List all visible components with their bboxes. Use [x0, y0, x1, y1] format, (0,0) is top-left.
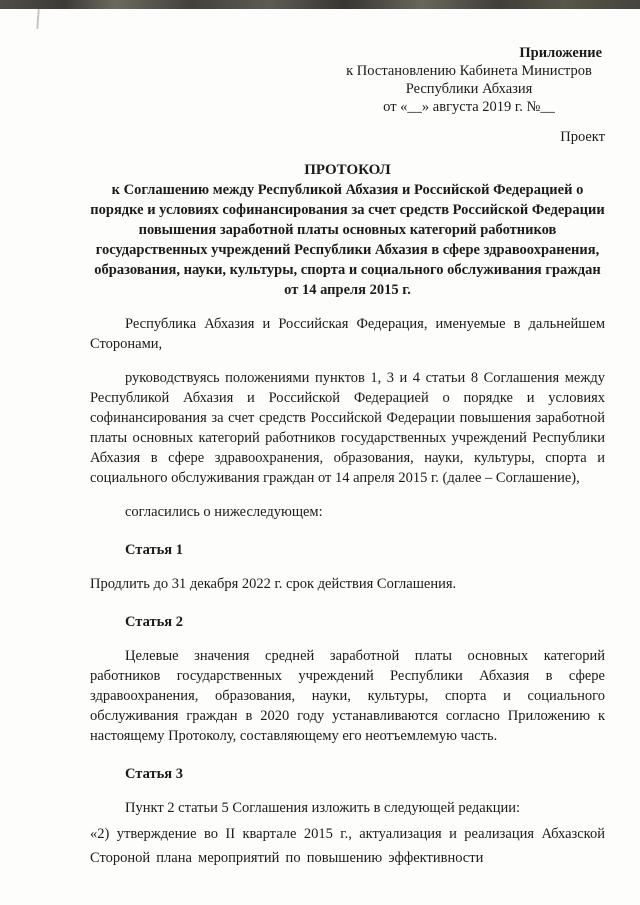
article-3-heading: Статья 3 [125, 766, 183, 782]
article-3-paragraph-2: «2) утверждение во II квартале 2015 г., актуализация и реализация Абхазской Стороной плана мероприятий по повышению эффективности [90, 826, 605, 866]
article-1-heading: Статья 1 [125, 542, 183, 558]
annex-label: Приложение [519, 45, 602, 61]
article-3-paragraph-1: Пункт 2 статьи 5 Соглашения изложить в следующей редакции: [125, 800, 521, 816]
document-title: ПРОТОКОЛ [304, 162, 391, 178]
annex-line-2: Республики Абхазия [405, 81, 533, 97]
article-2-heading: Статья 2 [125, 614, 183, 630]
annex-line-1: к Постановлению Кабинета Министров [346, 63, 592, 79]
article-2-paragraph-1: Целевые значения средней заработной платы основных категорий работников государственных учреждений Республики Абхазия в сфере здравоохранения, образования, науки, культуры, спорта и социального обслуживания граждан в 2020 году устанавливаются согласно Приложению к настоящему Протоколу, составляющему его неотъемлемую часть. [90, 648, 605, 744]
draft-label: Проект [560, 129, 605, 145]
preamble-paragraph-1: Республика Абхазия и Российская Федерация, именуемые в дальнейшем Сторонами, [90, 316, 605, 352]
document-subtitle: к Соглашению между Республикой Абхазия и Российской Федерацией о порядке и условиях софинансирования за счет средств Российской Федерации повышения заработной платы основных категорий работников государственных учреждений Республики Абхазия в сфере здравоохранения, образования, науки, культуры, спорта и социального обслуживания граждан от 14 апреля 2015 г. [90, 182, 605, 298]
article-1-paragraph-1: Продлить до 31 декабря 2022 г. срок действия Соглашения. [90, 576, 457, 592]
annex-line-3: от «__» августа 2019 г. №__ [383, 99, 555, 115]
preamble-paragraph-3: согласились о нижеследующем: [125, 504, 323, 520]
annex-block [333, 44, 605, 116]
preamble-paragraph-2: руководствуясь положениями пунктов 1, 3 и 4 статьи 8 Соглашения между Республикой Абхазия и Российской Федерацией о порядке и условиях софинансирования за счет средств Российской Федерации повышения заработной платы основных категорий работников государственных учреждений Республики Абхазия в сфере здравоохранения, образования, науки, культуры, спорта и социального обслуживания граждан от 14 апреля 2015 г. (далее – Соглашение), [90, 370, 605, 486]
